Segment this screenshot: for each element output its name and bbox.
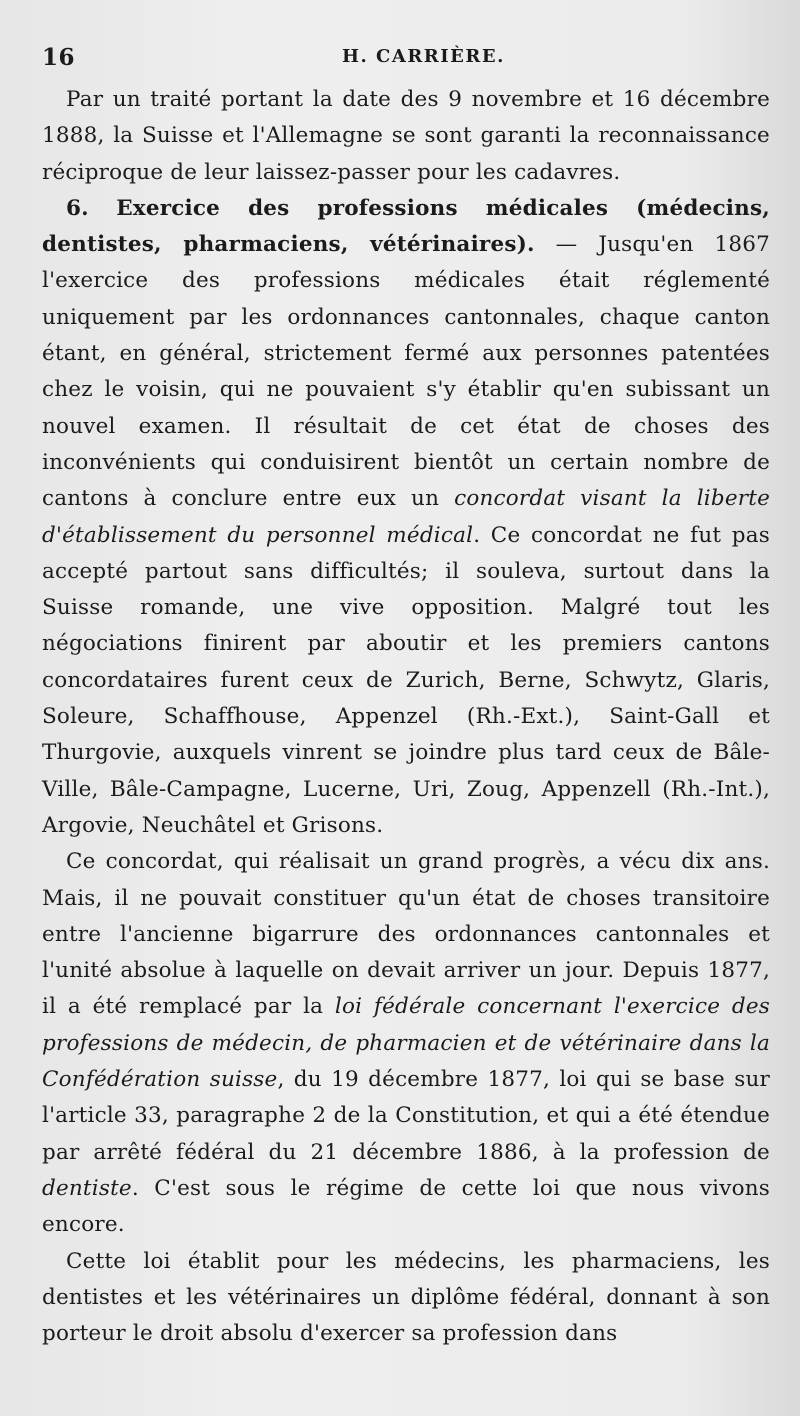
concordat-italic-dentiste: dentiste <box>42 1175 132 1201</box>
paragraph-treaty-text: Par un traité portant la date des 9 novembre et 16 décembre 1888, la Suisse et l'Allemagne se sont garanti la reconnaissance réciproque de leur laissez-passer pour les cadavres. <box>42 87 770 185</box>
running-head <box>42 38 770 82</box>
paragraph-diploma <box>42 1244 770 1353</box>
concordat-text-a: Ce concordat, qui réalisait un grand progrès, a vécu dix ans. Mais, il ne pouvait constituer qu'un état de choses transitoire entre l'ancienne bigarrure des ordonnances cantonnales et l'unité absolue à laquelle on devait arriver un jour. Depuis 1877, il a été remplacé par la <box>42 849 770 1020</box>
body-text <box>42 82 770 1352</box>
section-heading: Exercice des professions médicales (médecins, dentistes, pharmaciens, vétérinaires). <box>42 195 770 258</box>
page-number: 16 <box>42 44 76 71</box>
section-text-a: — Jusqu'en 1867 l'exercice des professions médicales était réglementé uniquement par les ordonnances cantonnales, chaque canton étant, en général, strictement fermé aux personnes patentées chez le voisin, qui ne pouvaient s'y établir qu'en subissant un nouvel examen. Il résultait de cet état de choses des inconvénients qui conduisirent bientôt un certain nombre de cantons à conclure entre eux un <box>42 232 770 512</box>
concordat-italic-law: loi fédérale concernant l'exercice des professions de médecin, de pharmacien et de vétérinaire dans la Confédération suisse <box>42 994 770 1093</box>
concordat-text-b: , du 19 décembre 1877, loi qui se base sur l'article 33, paragraphe 2 de la Constitution, et qui a été étendue par arrêté fédéral du 21 décembre 1886, à la profession de <box>42 1067 770 1165</box>
paragraph-diploma-text: Cette loi établit pour les médecins, les pharmaciens, les dentistes et les vétérinaires un diplôme fédéral, donnant à son porteur le droit absolu d'exercer sa profession dans <box>42 1248 770 1347</box>
paragraph-treaty <box>42 82 770 191</box>
paragraph-concordat <box>42 844 770 1243</box>
running-head-author: H. CARRIÈRE. <box>342 46 505 67</box>
section-italic-concordat: concordat visant la liberte d'établissement du personnel médical <box>42 486 770 548</box>
concordat-text-c: . C'est sous le régime de cette loi que nous vivons encore. <box>42 1175 770 1238</box>
section-text-b: . Ce concordat ne fut pas accepté partout sans difficultés; il souleva, surtout dans la Suisse romande, une vive opposition. Malgré tout les négociations finirent par aboutir et les premiers cantons concordataires furent ceux de Zurich, Berne, Schwytz, Glaris, Soleure, Schaffhouse, Appenzel (Rh.-Ext.), Saint-Gall et Thurgovie, auxquels vinrent se joindre plus tard ceux de Bâle-Ville, Bâle-Campagne, Lucerne, Uri, Zoug, Appenzell (Rh.-Int.), Argovie, Neuchâtel et Grisons. <box>42 522 771 838</box>
paragraph-section-6 <box>42 191 770 844</box>
section-number: 6. <box>66 195 89 221</box>
